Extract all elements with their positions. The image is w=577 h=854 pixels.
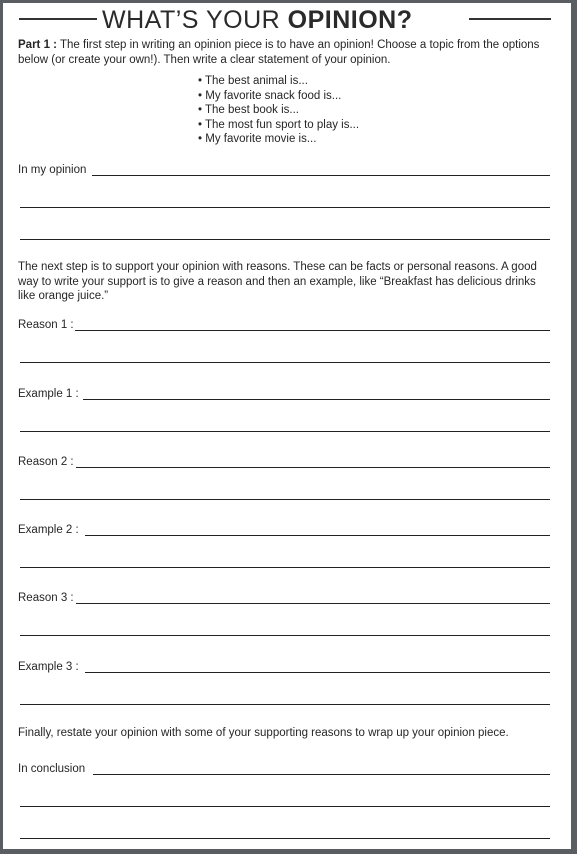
- reason-3-label: Reason 3 :: [18, 592, 74, 604]
- worksheet-title: [3, 5, 571, 35]
- example-1-write-line[interactable]: [83, 399, 550, 400]
- example-2-write-line[interactable]: [20, 567, 550, 568]
- reason-2-label: Reason 2 :: [18, 456, 74, 468]
- example-3-label: Example 3 :: [18, 661, 79, 673]
- reason-1-write-line[interactable]: [20, 362, 550, 363]
- reason-2-write-line[interactable]: [20, 499, 550, 500]
- part1-text: The first step in writing an opinion piece is to have an opinion! Choose a topic from the options below (or create your own!). Then write a clear statement of your opinion.: [18, 39, 540, 66]
- part1-label: Part 1 :: [18, 39, 57, 51]
- topic-option: • My favorite snack food is...: [198, 89, 359, 104]
- conclusion-label: In conclusion: [18, 763, 86, 775]
- topic-options-list: [198, 74, 359, 147]
- conclusion-write-line[interactable]: [93, 774, 550, 775]
- support-instructions: The next step is to support your opinion with reasons. These can be facts or personal reasons. A good way to write your support is to give a reason and then an example, like “Breakfast has delicious drinks like orange juice.”: [18, 261, 537, 302]
- reason-1-write-line[interactable]: [75, 330, 550, 331]
- topic-option: • The best book is...: [198, 103, 359, 118]
- topic-option: • My favorite movie is...: [198, 132, 359, 147]
- example-3-write-line[interactable]: [85, 672, 550, 673]
- opinion-write-line[interactable]: [20, 239, 550, 240]
- title-text: [102, 5, 412, 35]
- example-1-write-line[interactable]: [20, 431, 550, 432]
- topic-option: • The most fun sport to play is...: [198, 118, 359, 133]
- finally-instructions: Finally, restate your opinion with some of your supporting reasons to wrap up your opinion piece.: [18, 727, 509, 739]
- title-rule-right: [469, 18, 551, 20]
- title-bold-part: OPINION?: [287, 6, 413, 34]
- title-rule-left: [19, 18, 97, 20]
- reason-1-label: Reason 1 :: [18, 319, 74, 331]
- opinion-write-line[interactable]: [20, 207, 550, 208]
- reason-2-write-line[interactable]: [76, 467, 550, 468]
- reason-3-write-line[interactable]: [76, 603, 550, 604]
- example-3-write-line[interactable]: [20, 704, 550, 705]
- example-1-label: Example 1 :: [18, 388, 79, 400]
- example-2-label: Example 2 :: [18, 524, 79, 536]
- worksheet-page: [3, 3, 571, 849]
- reason-3-write-line[interactable]: [20, 635, 550, 636]
- part1-instructions: [18, 38, 555, 67]
- title-light-part: WHAT’S YOUR: [102, 6, 288, 34]
- example-2-write-line[interactable]: [85, 535, 550, 536]
- opinion-write-line[interactable]: [92, 175, 550, 176]
- opinion-label: In my opinion: [18, 164, 87, 176]
- conclusion-write-line[interactable]: [20, 806, 550, 807]
- topic-option: • The best animal is...: [198, 74, 359, 89]
- conclusion-write-line[interactable]: [20, 838, 550, 839]
